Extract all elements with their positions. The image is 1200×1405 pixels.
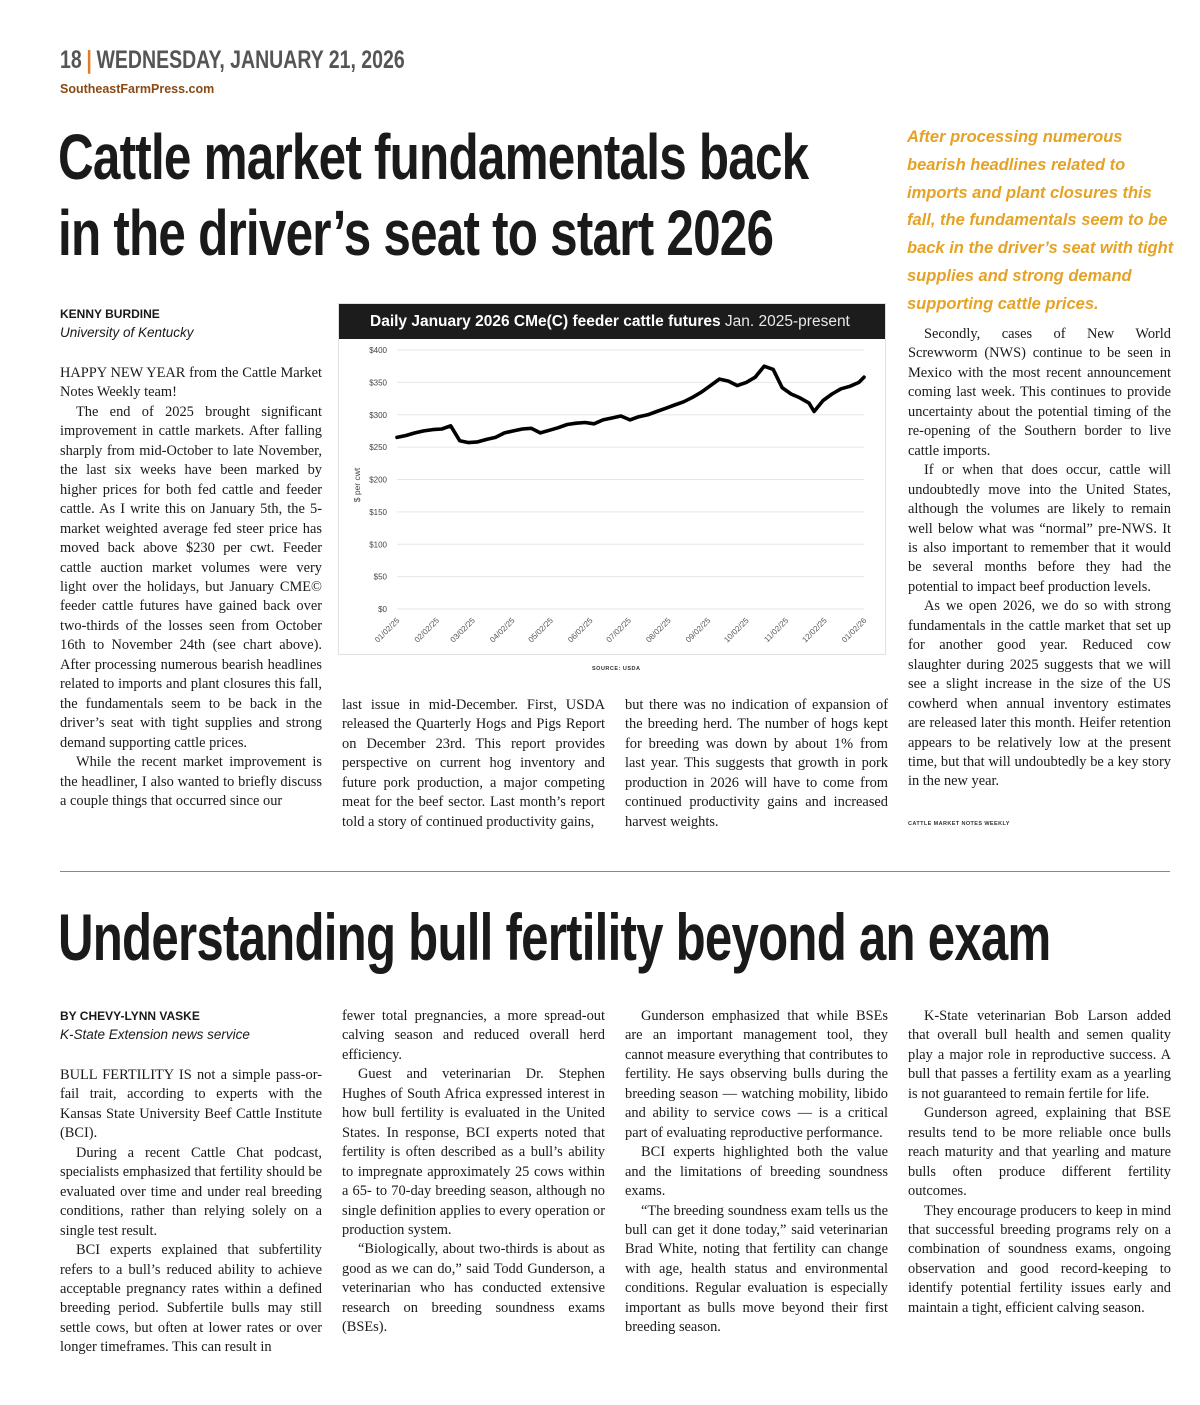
paragraph: Guest and veterinarian Dr. Stephen Hughes of South Africa expressed interest in how bull fertility is evaluated in the United States. In response, BCI experts noted that fertility is often described as a bull’s ability to impregnate approximately 25 cows within a 65- to 70-day breeding season, although no single definition applies to every operation or production system. [342,1066,605,1238]
paragraph: They encourage producers to keep in mind that successful breeding programs rely on a combination of soundness exams, ongoing observation and good record-keeping to identify potential fertility issues early and maintain a tight, efficient calving season. [908,1202,1171,1316]
x-axis-ticks [373,616,869,645]
y-tick-label: $200 [369,475,387,485]
paragraph: last issue in mid-December. First, USDA released the Quarterly Hogs and Pigs Report on December 23rd. This report provides perspective on current hog inventory and future pork production, a major competing meat for the beef sector. Last month’s report told a story of continued productivity gains, [342,697,605,830]
chart-subtitle: Jan. 2025-present [724,313,850,330]
paragraph: BULL FERTILITY IS not a simple pass-or-fail trait, according to experts with the Kansas State University Beef Cattle Institute (BCI). [60,1067,322,1142]
y-tick-label: $0 [378,605,387,614]
x-tick-label: 04/02/25 [488,616,517,645]
y-tick-label: $150 [369,507,387,517]
y-tick-label: $350 [369,378,387,388]
paragraph: As we open 2026, we do so with strong fundamentals in the cattle market that set up for another good year. Reduced cow slaughter during 2025 suggests that we will see a slight increase in the size of the US cowherd when annual inventory estimates are released later this month. Heifer retention appears to be relatively low at the present time, but that will undoubtedly be a key story in the new year. [908,598,1171,790]
paragraph: Gunderson agreed, explaining that BSE results tend to be more reliable once bulls reach maturity and that yearling and mature bulls often produce different fertility outcomes. [908,1105,1171,1200]
article2-column-2 [342,1007,605,1338]
x-tick-label: 07/02/25 [604,616,633,645]
y-tick-label: $250 [369,443,387,453]
author-byline: KENNY BURDINE [60,307,160,321]
author-byline: BY CHEVY-LYNN VASKE [60,1009,200,1023]
paragraph: Secondly, cases of New World Screwworm (NWS) continue to be seen in Mexico with the most recent announcement coming last week. This continues to provide uncertainty about the potential timing of the re-opening of the Southern border to live cattle imports. [908,326,1171,459]
paragraph: but there was no indication of expansion of the breeding herd. The number of hogs kept for breeding was down by about 1% from last year. This suggests that growth in pork production in 2026 will have to come from continued productivity gains and increased harvest weights. [625,697,888,830]
headline-1-line-1: Cattle market fundamentals back [58,121,809,193]
x-tick-label: 10/02/25 [722,616,751,645]
x-tick-label: 06/02/25 [566,616,595,645]
author-affiliation: K-State Extension news service [60,1027,250,1042]
issue-date: WEDNESDAY, JANUARY 21, 2026 [96,46,405,74]
chart-source: SOURCE: USDA [592,666,641,672]
pull-quote: After processing numerous bearish headlines related to imports and plant closures this fall, the fundamentals seem to be back in the driver’s seat with tight supplies and strong demand supporting cattle prices. [907,128,1174,313]
article1-column-1 [60,364,322,811]
x-tick-label: 02/02/25 [412,616,442,645]
y-tick-label: $50 [373,572,387,582]
chart-title: Daily January 2026 CMe(C) feeder cattle futures [370,313,721,330]
x-tick-label: 08/02/25 [644,616,673,645]
paragraph: “The breeding soundness exam tells us the bull can get it done today,” said veterinarian Brad White, noting that fertility can change with age, health status and environmental conditions. Regular evaluation is especially important as bulls move beyond their first breeding season. [625,1202,888,1336]
headline-2: Understanding bull fertility beyond an exam [58,900,1051,974]
paragraph: BCI experts explained that subfertility refers to a bull’s reduced ability to achieve acceptable pregnancy rates within a defined breeding period. Subfertile bulls may still settle cows, but often at lower rates or over longer timeframes. This can result in [60,1242,322,1356]
paragraph: During a recent Cattle Chat podcast, specialists emphasized that fertility should be evaluated over time and under real breeding conditions, rather than relying solely on a single test result. [60,1144,322,1239]
chart-grid [397,350,864,609]
x-tick-label: 03/02/25 [448,616,477,645]
x-tick-label: 09/02/25 [683,616,713,645]
x-tick-label: 12/02/25 [800,616,829,645]
article1-column-3 [625,696,888,832]
paragraph: If or when that does occur, cattle will undoubtedly move into the United States, although the volumes are likely to remain well below what was “normal” pre-NWS. It is also important to remember that it would be several months before they had the potential to impact beef production levels. [908,462,1171,595]
y-tick-label: $100 [369,540,387,550]
site-name: SoutheastFarmPress.com [60,82,215,96]
paragraph: The end of 2025 brought significant improvement in cattle markets. After falling sharply from mid-October to late November, the last six weeks have been marked by higher prices for both fed cattle and feeder cattle. As I write this on January 5th, the 5-market weighted average fed steer price has moved back above $230 per cwt. Feeder cattle auction market volumes were very light over the holidays, but January CME© feeder cattle futures have gained back over two-thirds of the losses seen from October 16th to November 24th (see chart above). After processing numerous bearish headlines related to imports and plant closures this fall, the fundamentals seem to be back in the driver’s seat with tight supplies and strong demand supporting cattle prices. [60,403,322,751]
paragraph: “Biologically, about two-thirds is about as good as we can do,” said Todd Gunderson, a veterinarian who has conducted extensive research on breeding soundness exams (BSEs). [342,1241,605,1336]
paragraph: fewer total pregnancies, a more spread-out calving season and reduced overall herd efficiency. [342,1008,605,1063]
article2-column-3 [625,1007,888,1338]
feeder-cattle-futures-chart [339,339,885,654]
paragraph: Gunderson emphasized that while BSEs are an important management tool, they cannot measure everything that contributes to fertility. He says observing bulls during the breeding season — watching mobility, libido and ability to service cows — is a critical part of evaluating reproductive performance. [625,1008,888,1141]
author-affiliation: University of Kentucky [60,325,194,340]
paragraph: HAPPY NEW YEAR from the Cattle Market Notes Weekly team! [60,365,322,401]
x-tick-label: 01/02/26 [840,616,869,645]
y-axis-ticks [369,346,387,614]
chart-container [338,303,886,655]
x-tick-label: 05/02/25 [526,616,555,645]
page-header [60,46,405,75]
header-separator: | [86,46,92,74]
x-tick-label: 11/02/25 [762,616,791,645]
paragraph: BCI experts highlighted both the value and the limitations of breeding soundness exams. [625,1144,888,1200]
article1-column-4 [908,325,1171,792]
y-tick-label: $400 [369,346,387,355]
x-tick-label: 01/02/25 [373,616,402,645]
article-tagline: CATTLE MARKET NOTES WEEKLY [908,821,1010,827]
article2-column-1 [60,1066,322,1358]
page-number: 18 [60,46,82,74]
headline-1-line-2: in the driver’s seat to start 2026 [58,197,774,269]
y-axis-label: $ per cwt [352,467,362,503]
article1-column-2 [342,696,605,832]
chart-title-bar [339,304,885,339]
series-line [397,366,864,442]
section-divider [60,871,1170,872]
article2-column-4 [908,1007,1171,1318]
paragraph: K-State veterinarian Bob Larson added that overall bull health and semen quality play a major role in reproductive success. A bull that passes a fertility exam as a yearling is not guaranteed to remain fertile for life. [908,1008,1171,1102]
y-tick-label: $300 [369,410,387,420]
paragraph: While the recent market improvement is the headliner, I also wanted to briefly discuss a couple things that occurred since our [60,754,322,809]
